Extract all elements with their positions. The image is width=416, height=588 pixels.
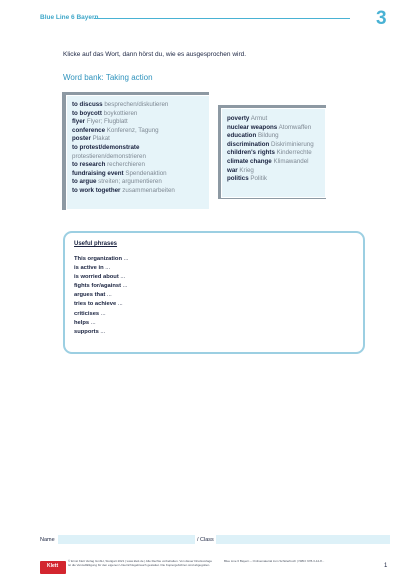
phrase-text: is worried about <box>74 274 119 281</box>
word-german: Konferenz, Tagung <box>106 126 159 134</box>
word-entry[interactable] <box>72 187 175 196</box>
phrase-item <box>74 264 128 273</box>
word-german: streiten; argumentieren <box>98 178 162 186</box>
word-german: recherchieren <box>107 161 145 169</box>
header-title: Blue Line 6 Bayern <box>40 14 99 21</box>
word-german: Klimawandel <box>273 157 309 165</box>
word-german: zusammenarbeiten <box>122 186 175 194</box>
word-entry[interactable] <box>227 149 314 158</box>
word-entry[interactable] <box>227 132 314 141</box>
word-entry[interactable] <box>227 167 314 176</box>
word-bank-title: Word bank: Taking action <box>63 73 153 82</box>
word-list-right <box>227 115 314 184</box>
phrase-item <box>74 310 128 319</box>
phrase-text: criticises <box>74 310 100 317</box>
phrase-item <box>74 255 128 264</box>
phrase-ellipsis: ... <box>118 274 126 281</box>
word-german: Flyer; Flugblatt <box>86 118 128 126</box>
word-english[interactable]: flyer <box>72 118 86 126</box>
word-english[interactable]: fundraising event <box>72 169 124 177</box>
word-english[interactable]: education <box>227 132 257 140</box>
word-entry[interactable] <box>72 135 175 144</box>
word-entry[interactable] <box>227 175 314 184</box>
phrase-item <box>74 328 128 337</box>
word-entry[interactable] <box>227 141 314 150</box>
word-list-left <box>72 101 175 196</box>
logo-text: Klett <box>47 563 59 569</box>
phrase-item <box>74 291 128 300</box>
word-entry[interactable] <box>72 118 175 127</box>
word-entry[interactable] <box>72 161 175 170</box>
word-english[interactable]: climate change <box>227 157 272 165</box>
word-english[interactable]: poster <box>72 135 91 143</box>
phrase-text: tries to achieve <box>74 301 117 308</box>
word-entry[interactable] <box>227 158 314 167</box>
book-info: Blue Line 6 Bayern – Onlinematerial zum Schülerbuch | ISBN: 978-3-12-8... <box>224 559 325 563</box>
word-german: boykottieren <box>103 109 138 117</box>
word-german: Spendenaktion <box>125 169 167 177</box>
card-face <box>221 108 326 198</box>
word-german: Diskriminierung <box>271 140 314 148</box>
klett-logo <box>40 561 66 574</box>
word-german: besprechen/diskutieren <box>104 101 169 108</box>
word-entry[interactable] <box>227 124 314 133</box>
class-label: / Class <box>197 537 214 543</box>
word-english[interactable]: to boycott <box>72 109 102 117</box>
word-english[interactable]: to work together <box>72 186 121 194</box>
word-entry[interactable] <box>72 144 175 153</box>
phrase-text: supports <box>74 328 99 335</box>
phrase-ellipsis: ... <box>89 319 96 326</box>
card-face <box>66 95 210 210</box>
instruction-text: Klicke auf das Wort, dann hörst du, wie es ausgesprochen wird. <box>63 51 247 58</box>
word-english[interactable]: to discuss <box>72 101 103 108</box>
phrase-text: is active in <box>74 265 104 272</box>
copyright-text: © Ernst Klett Verlag GmbH, Stuttgart 2021 | www.klett.de | Alle Rechte vorbehalten. Von dieser Druckvorlage ist die Vervielfältigung für den eigenen Unterrichtsgebrauch gestattet. Die Kopiergebühren sind abgegolten. <box>68 559 213 568</box>
word-english[interactable]: nuclear weapons <box>227 123 278 131</box>
word-entry[interactable] <box>72 178 175 187</box>
phrase-item <box>74 319 128 328</box>
page-number: 1 <box>384 563 388 569</box>
phrase-ellipsis: ... <box>105 292 112 299</box>
class-field[interactable] <box>216 535 390 544</box>
phrase-ellipsis: ... <box>103 265 111 272</box>
phrase-text: This organization <box>74 256 122 262</box>
name-label: Name <box>40 537 55 543</box>
phrase-ellipsis: ... <box>99 310 106 317</box>
word-english[interactable]: conference <box>72 126 106 134</box>
word-german: protestieren/demonstrieren <box>72 152 146 160</box>
phrase-text: fights for/against <box>74 283 122 290</box>
word-german: Kinderrechte <box>276 149 312 157</box>
unit-number: 3 <box>376 8 387 29</box>
word-entry[interactable] <box>227 115 314 124</box>
phrase-text: helps <box>74 319 90 326</box>
word-german: Bildung <box>257 132 279 140</box>
word-english[interactable]: poverty <box>227 115 250 122</box>
word-english[interactable]: to argue <box>72 178 97 186</box>
phrase-text: argues that <box>74 292 106 299</box>
word-english[interactable]: discrimination <box>227 140 270 148</box>
word-entry[interactable] <box>72 101 175 110</box>
word-entry[interactable] <box>72 127 175 136</box>
word-english[interactable]: politics <box>227 175 249 183</box>
word-german: Krieg <box>239 166 254 174</box>
useful-phrases-title: Useful phrases <box>74 241 118 247</box>
phrase-ellipsis: ... <box>122 256 129 262</box>
word-english[interactable]: war <box>227 166 238 174</box>
header-rule <box>94 18 350 19</box>
word-card-right <box>218 105 328 200</box>
word-english[interactable]: to research <box>72 161 106 169</box>
name-field[interactable] <box>58 535 195 544</box>
word-entry[interactable] <box>72 170 175 179</box>
word-entry[interactable] <box>72 153 175 162</box>
phrase-item <box>74 273 128 282</box>
useful-phrases-list <box>74 255 128 337</box>
phrase-item <box>74 282 128 291</box>
word-entry[interactable] <box>72 110 175 119</box>
word-german: Armut <box>250 115 268 122</box>
word-german: Politik <box>250 175 267 183</box>
word-card-left <box>62 92 212 212</box>
phrase-ellipsis: ... <box>121 283 128 290</box>
useful-phrases-box <box>63 231 365 354</box>
phrase-ellipsis: ... <box>116 301 123 308</box>
word-german: Atomwaffen <box>278 123 312 131</box>
phrase-item <box>74 300 128 309</box>
word-english[interactable]: children's rights <box>227 149 275 157</box>
word-german: Plakat <box>92 135 110 143</box>
phrase-ellipsis: ... <box>98 328 106 335</box>
word-english[interactable]: to protest/demonstrate <box>72 143 140 151</box>
